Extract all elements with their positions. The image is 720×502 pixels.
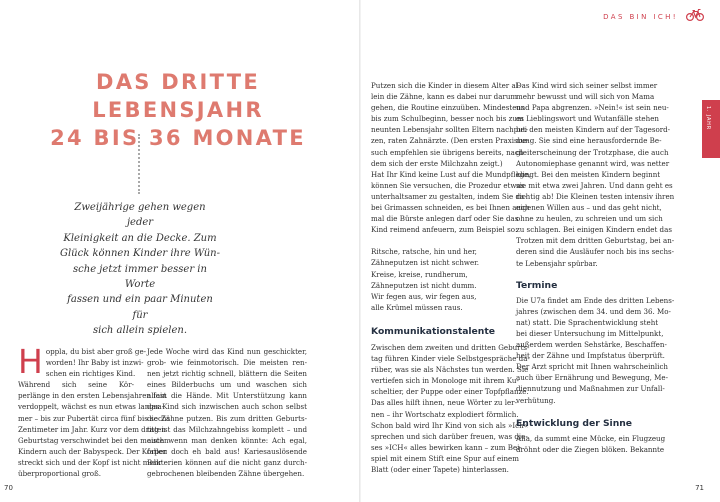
text-line: verdoppelt, wächst es nun etwas langsa- [18,402,165,412]
rhyme-line: Kreise, kreise, rundherum, [371,269,468,279]
dotted-divider [138,134,140,194]
text-line: es Lieblingswort und Wutanfälle stehen [516,114,659,124]
text-column-3 [371,80,531,475]
text-line: die Zähne putzen. Bis zum dritten Geburts- [147,413,307,423]
text-line: fallen doch eh bald aus! Kariesauslösende [147,446,307,456]
chapter-tab [702,100,720,158]
text-column-2 [147,346,307,479]
text-line: und Papa abgrenzen. »Nein!« ist sein neu- [516,103,669,113]
text-line: allein die Hände. Mit Unterstützung kann [147,391,307,401]
text-line: jahres (zwischen dem 34. und dem 36. Mo- [516,306,671,316]
text-line: schen ein richtiges Kind. [45,369,136,379]
rhyme-line: Zähneputzen ist nicht dumm. [371,280,477,290]
text-line: Jede Woche wird das Kind nun geschickter, [147,347,307,356]
text-line: eines Bilderbuchs um und waschen sich [147,380,307,390]
quote-line: Glück können Kinder ihre Wün- [60,248,220,260]
text-line: heit der Zähne und Impfstatus überprüft. [516,351,665,361]
section-heading: Kommunikationstalente [371,325,495,337]
text-line: dröhnt oder die Ziegen blöken. Bekannte [516,444,665,454]
text-line: tag ist das Milchzahngebiss komplett – und [147,424,307,434]
text-line: können Sie versuchen, die Prozedur etwas [371,180,525,190]
text-line: diennutzung und Maßnahmen zur Unfall- [516,384,665,394]
text-line: perlänge in den ersten Lebensjahren fast [18,391,167,401]
rhyme-line: Zähneputzen ist nicht schwer. [371,258,480,268]
quote-line: sche jetzt immer besser in Worte [73,263,207,291]
title-line-1: DAS DRITTE LEBENSJAHR [92,70,264,122]
text-line: Das alles hilft ihnen, neue Wörter zu ler- [371,398,517,408]
text-line: grob- wie feinmotorisch. Die meisten ren- [147,358,307,368]
chapter-tab-label: 1. JAHR [705,106,711,131]
text-line: Der Arzt spricht mit Ihnen wahrscheinlich [516,362,668,372]
text-line: Geburtstag verschwindet bei den meisten [18,435,169,445]
text-line: bis zum Schulbeginn, besser noch bis zum [371,114,524,124]
text-line: Die U7a findet am Ende des dritten Lebens- [516,295,675,305]
pull-quote [60,200,220,339]
text-line: zen, raten Zahnärzte. (Den ersten Praxisbe- [371,136,529,146]
text-column-1 [18,342,171,479]
text-line: Blatt (oder einer Tapete) hinterlassen. [371,465,509,474]
text-line: Schon bald wird Ihr Kind von sich als »Ich« [371,420,529,430]
quote-line: Zweijährige gehen wegen jeder [74,202,206,229]
text-line: ohne zu heulen, zu schreien und um sich [516,214,663,224]
text-line: vertiefen sich in Monologe mit ihrem Ku- [371,376,519,386]
title-line-2: 24 BIS 36 MONATE [50,126,306,150]
text-line: sie mit etwa zwei Jahren. Und dann geht es [516,180,673,190]
text-line: dem sich der erste Milchzahn zeigt.) [371,158,503,168]
section-heading: Termine [516,279,558,291]
text-line: Zentimeter im Jahr. Kurz vor dem dritten [18,424,166,434]
running-head: DAS BIN ICH! [603,13,678,21]
rhyme-line: Ritsche, ratsche, hin und her, [371,247,477,257]
text-line: Autonomiephase genannt wird, was netter [516,158,670,168]
text-line: streckt sich und der Kopf ist nicht mehr [18,457,162,467]
text-line: nen – ihr Wortschatz explodiert förmlich. [371,409,519,419]
section-heading: Entwicklung der Sinne [516,417,633,429]
text-line: Während sich seine Kör- [18,380,134,390]
text-line: das Kind sich inzwischen auch schon selbst [147,402,307,412]
page-title [18,68,338,152]
text-line: bei den meisten Kindern auf der Tagesord- [516,125,671,135]
text-line: bei dieser Untersuchung im Mittelpunkt, [516,328,664,338]
text-line: gehen, die Routine einzuüben. Mindestens [371,103,525,113]
text-column-4 [516,80,675,455]
quote-line: fassen und ein paar Minuten für [67,294,213,321]
text-line: Bakterien können auf die nicht ganz durch- [147,457,307,467]
text-line: te Lebensjahr spürbar. [516,258,598,268]
page-number-right: 71 [695,484,704,492]
text-line: Kindern auch der Babyspeck. Der Körper [18,446,167,456]
text-line: nung. Sie sind eine herausfordernde Be- [516,136,662,146]
text-line: Aha, da summt eine Mücke, ein Flugzeug [516,433,666,443]
text-line: sprechen und sich darüber freuen, was die- [371,431,528,441]
drop-cap: H [18,342,43,381]
text-line: nen jetzt richtig schnell, blättern die Seiten [147,369,307,379]
text-line: Das Kind wird sich seiner selbst immer [516,81,658,90]
text-line: mal die Bürste anlegen darf oder Sie das [371,214,519,224]
rhyme-line: alle Krümel müssen raus. [371,302,463,312]
text-line: gleiterscheinung der Trotzphase, die auch [516,147,669,157]
text-line: außerdem werden Sehstärke, Beschaffen- [516,340,667,350]
text-line: gebrochenen bleibenden Zähne übergehen. [147,469,305,479]
text-line: richtig ab! Die Kleinen testen intensiv ihren [516,191,675,201]
text-line: mer – bis zur Pubertät circa fünf bis sechs [18,413,171,423]
text-line: spiel mit einem Stift eine Spur auf einem [371,453,519,463]
text-line: rüber, was sie als Nächstes tun werden. Sie [371,365,529,375]
bicycle-icon [686,8,704,22]
text-line: auch wenn man denken könnte: Ach egal, [147,435,307,445]
text-line: tag führen Kinder viele Selbstgespräche da- [371,354,530,364]
text-line: Trotzen mit dem dritten Geburtstag, bei an- [516,236,675,246]
text-line: bei Grimassen schneiden, es bei Ihnen auch [371,203,530,213]
text-line: zu schlagen. Bei einigen Kindern endet das [516,225,672,235]
text-line: nat) statt. Die Sprachentwicklung steht [516,317,659,327]
text-line: eigenen Willen aus – und das geht nicht, [516,203,662,213]
text-line: Kind reimend anfeuern, zum Beispiel so: [371,225,518,235]
page-number-left: 70 [4,484,13,492]
text-line: überproportional groß. [18,469,102,479]
text-line: Zwischen dem zweiten und dritten Geburts- [371,342,530,352]
text-line: unterhaltsamer zu gestalten, indem Sie da- [371,191,527,201]
spread-fold [359,0,361,502]
text-line: lein die Zähne, kann es dabei nur darum [371,92,518,102]
text-line: worden! Ihr Baby ist inzwi- [45,358,144,368]
text-line: mehr bewusst und will sich von Mama [516,92,655,102]
quote-line: Kleinigkeit an die Decke. Zum [63,232,217,244]
rhyme-line: Wir fegen aus, wir fegen aus, [371,291,477,301]
text-line: ses »ICH« alles bewirken kann – zum Bei- [371,442,522,452]
text-line: neunten Lebensjahr sollten Eltern nachput- [371,125,529,135]
text-line: klingt. Bei den meisten Kindern beginnt [516,169,661,179]
text-line: such empfehlen sie übrigens bereits, nach- [371,147,526,157]
text-line: auch über Ernährung und Bewegung, Me- [516,373,669,383]
text-line: Hat Ihr Kind keine Lust auf die Mundpflege, [371,169,531,179]
text-line: verhütung. [516,395,556,405]
text-line: oppla, du bist aber groß ge- [45,347,147,356]
text-line: deren sind die Ausläufer noch bis ins sechs- [516,247,675,257]
quote-line: sich allein spielen. [92,325,188,337]
text-line: Putzen sich die Kinder in diesem Alter al- [371,81,521,90]
text-line: scheltier, der Puppe oder einer Topfpflanze. [371,387,529,397]
